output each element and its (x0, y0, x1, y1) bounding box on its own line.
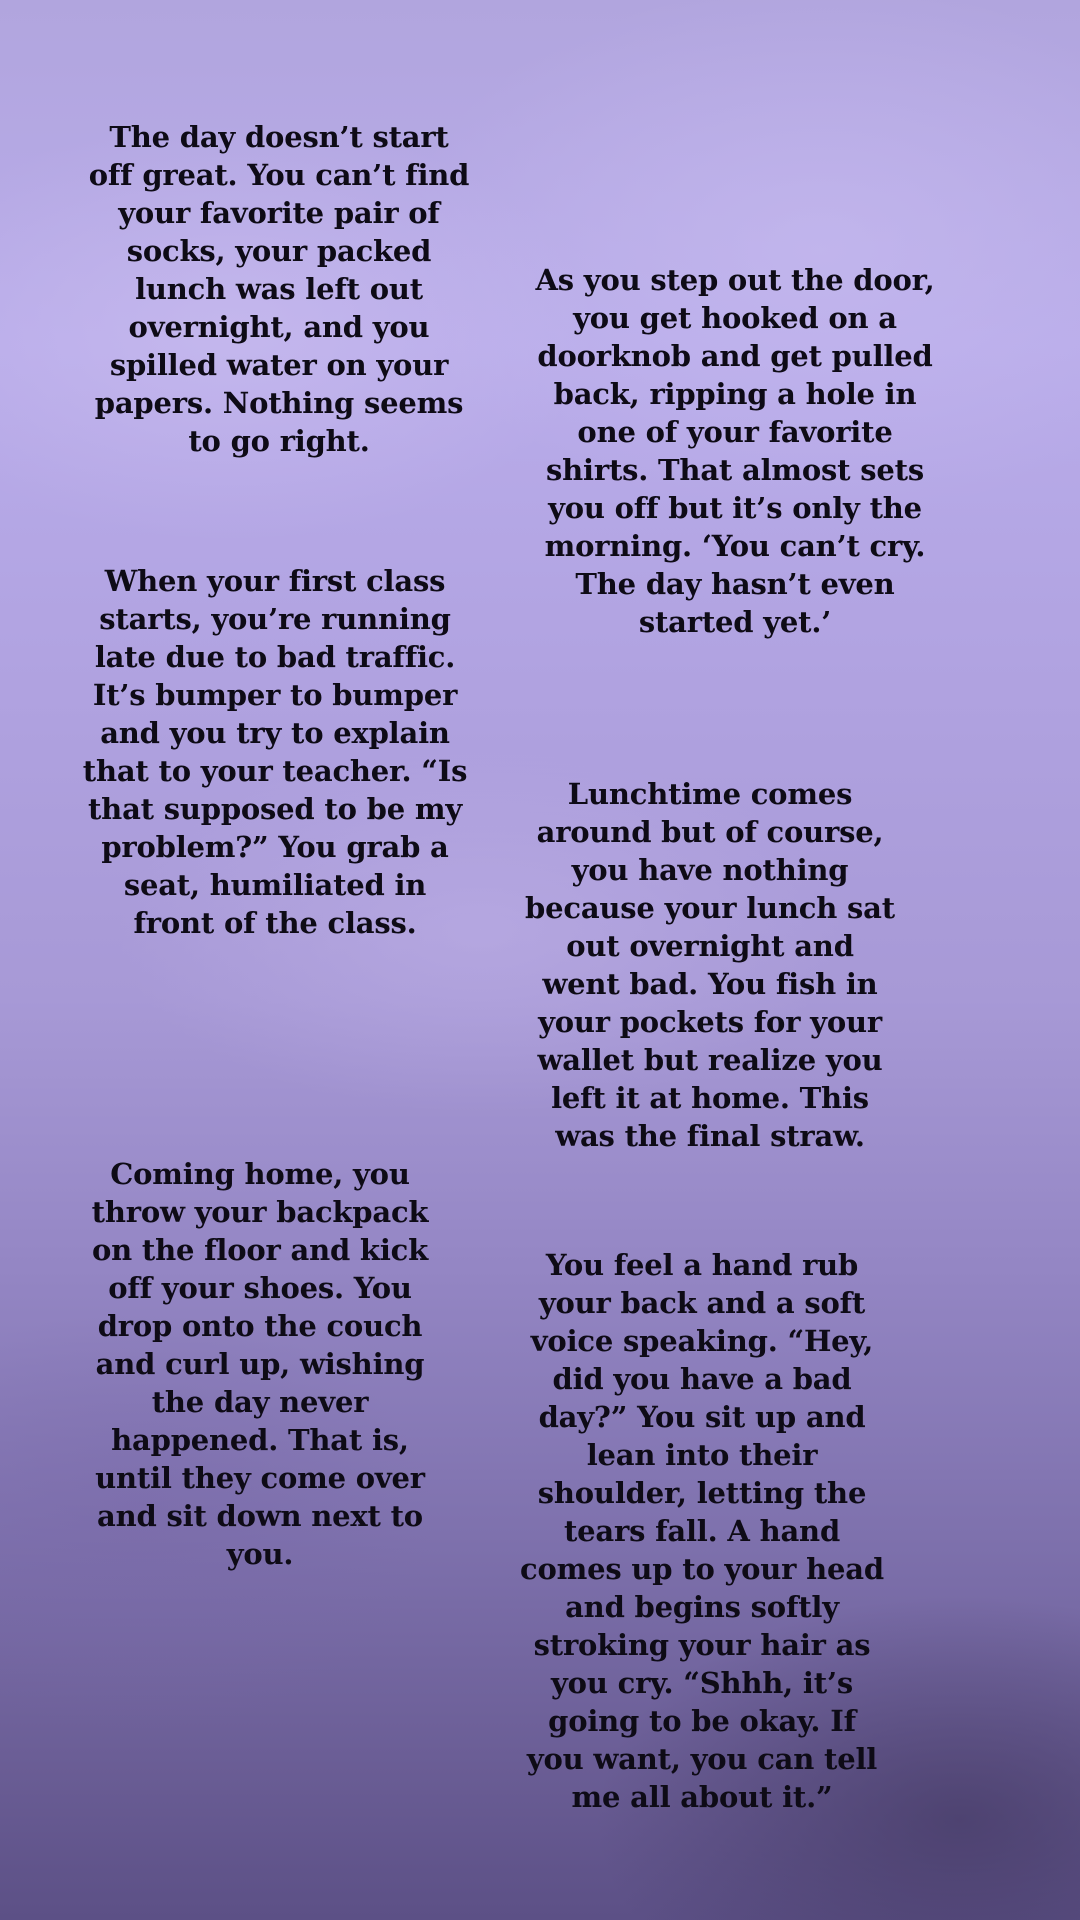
story-paragraph-3: When your first class starts, you’re running late due to bad traffic. It’s bumper to bumper and you try to explain that to your teacher. “Is that supposed to be my problem?” You grab a seat, humiliated in front of the class. (82, 564, 468, 940)
story-paragraph-5: Coming home, you throw your backpack on the floor and kick off your shoes. You drop onto the couch and curl up, wishing the day never happened. That is, until they come over and sit down next to you. (91, 1157, 429, 1571)
story-paragraph-2: As you step out the door, you get hooked on a doorknob and get pulled back, ripping a hole in one of your favorite shirts. That almost sets you off but it’s only the morning. ‘You can’t cry. The day hasn’t even started yet.’ (535, 263, 935, 639)
story-paragraph-4: Lunchtime comes around but of course, you have nothing because your lunch sat out overnight and went bad. You fish in your pockets for your wallet but realize you left it at home. This was the final straw. (525, 777, 895, 1153)
story-paragraph-6: You feel a hand rub your back and a soft voice speaking. “Hey, did you have a bad day?” You sit up and lean into their shoulder, letting the tears fall. A hand comes up to your head and begins softly stroking your hair as you cry. “Shhh, it’s going to be okay. If you want, you can tell me all about it.” (520, 1248, 884, 1814)
story-paragraph-1: The day doesn’t start off great. You can’t find your favorite pair of socks, your packed lunch was left out overnight, and you spilled water on your papers. Nothing seems to go right. (88, 120, 470, 458)
